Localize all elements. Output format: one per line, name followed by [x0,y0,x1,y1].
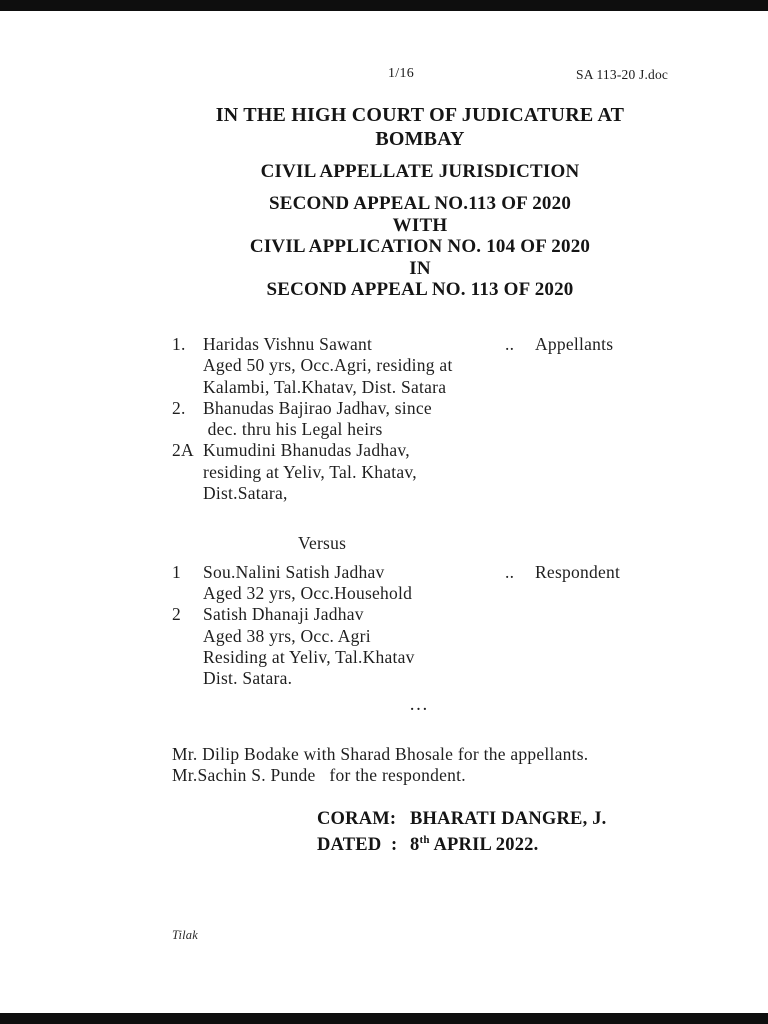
page-number: 1/16 [388,66,415,81]
coram-block [317,806,607,858]
appellant-row [172,355,668,376]
appellant-row [172,440,668,461]
party-text: Aged 38 yrs, Occ. Agri [203,625,371,646]
respondents-list [172,562,668,689]
coram-label: CORAM: [317,809,397,829]
section-separator-dots: … [409,694,429,715]
respondent-row [172,626,668,647]
party-number: 2. [172,397,186,418]
appellant-row [172,483,668,504]
coram-row [317,806,607,832]
party-number: 2 [172,604,181,625]
party-text: Aged 50 yrs, Occ.Agri, residing at [203,355,453,376]
respondent-row [172,668,668,689]
party-text: Aged 32 yrs, Occ.Household [203,583,413,604]
party-text: Dist. Satara. [203,668,293,689]
respondent-dots: .. [505,562,515,582]
versus-label: Versus [298,533,347,553]
appellant-row [172,398,668,419]
appellant-row [172,419,668,440]
appellant-row [172,462,668,483]
with-line: WITH [392,214,448,236]
party-text: Sou.Nalini Satish Jadhav [203,562,385,582]
party-text: Bhanudas Bajirao Jadhav, since [203,397,432,418]
dated-ordinal-suffix: th [419,833,430,846]
party-text: Kalambi, Tal.Khatav, Dist. Satara [203,376,447,397]
party-number [172,462,203,483]
appellants-dots: .. [505,334,515,354]
party-number [172,668,203,689]
party-text: Haridas Vishnu Sawant [203,334,373,354]
party-text: Satish Dhanaji Jadhav [203,604,364,625]
party-number: 1 [172,562,181,582]
respondent-row [172,583,668,604]
party-number: 2A [172,440,194,461]
appellant-row [172,377,668,398]
party-number: 1. [172,334,186,354]
party-text: Residing at Yeliv, Tal.Khatav [203,646,415,667]
respondent-label: Respondent [535,562,621,582]
dated-month-year: APRIL 2022. [429,835,539,855]
dated-day: 8 [410,835,420,855]
viewer-top-bar [0,0,768,11]
party-number [172,377,203,398]
party-number [172,647,203,668]
document-filename: SA 113-20 J.doc [576,67,669,82]
dated-label: DATED : [317,835,398,855]
viewer-bottom-bar [0,1013,768,1024]
civil-application-line: CIVIL APPLICATION NO. 104 OF 2020 [249,236,591,257]
stenographer-initials: Tilak [172,928,199,942]
party-number [172,583,203,604]
appellants-counsel-line: Mr. Dilip Bodake with Sharad Bhosale for the appellants. [172,744,589,764]
respondent-row [172,647,668,668]
dated-value [410,832,538,858]
court-title: IN THE HIGH COURT OF JUDICATURE AT BOMBAY [215,104,625,150]
title-block [172,103,668,301]
party-text: Kumudini Bhanudas Jadhav, [203,440,410,461]
coram-judge-name: BHARATI DANGRE, J. [410,809,607,829]
respondent-row [172,604,668,625]
in-line: IN [409,257,431,279]
party-number [172,626,203,647]
counsel-block [172,744,692,787]
appellants-label: Appellants [535,334,614,354]
case-number-line: SECOND APPEAL NO.113 OF 2020 [268,193,572,214]
appellants-list [172,334,668,504]
party-text: dec. thru his Legal heirs [203,419,383,440]
party-text: Dist.Satara, [203,483,288,504]
party-text: residing at Yeliv, Tal. Khatav, [203,461,417,482]
respondent-counsel-line: Mr.Sachin S. Punde for the respondent. [172,765,466,786]
dated-row [317,832,607,858]
party-number [172,355,203,376]
jurisdiction-title: CIVIL APPELLATE JURISDICTION [260,161,580,182]
party-number [172,419,203,440]
second-appeal-line: SECOND APPEAL NO. 113 OF 2020 [266,279,574,300]
party-number [172,483,203,504]
